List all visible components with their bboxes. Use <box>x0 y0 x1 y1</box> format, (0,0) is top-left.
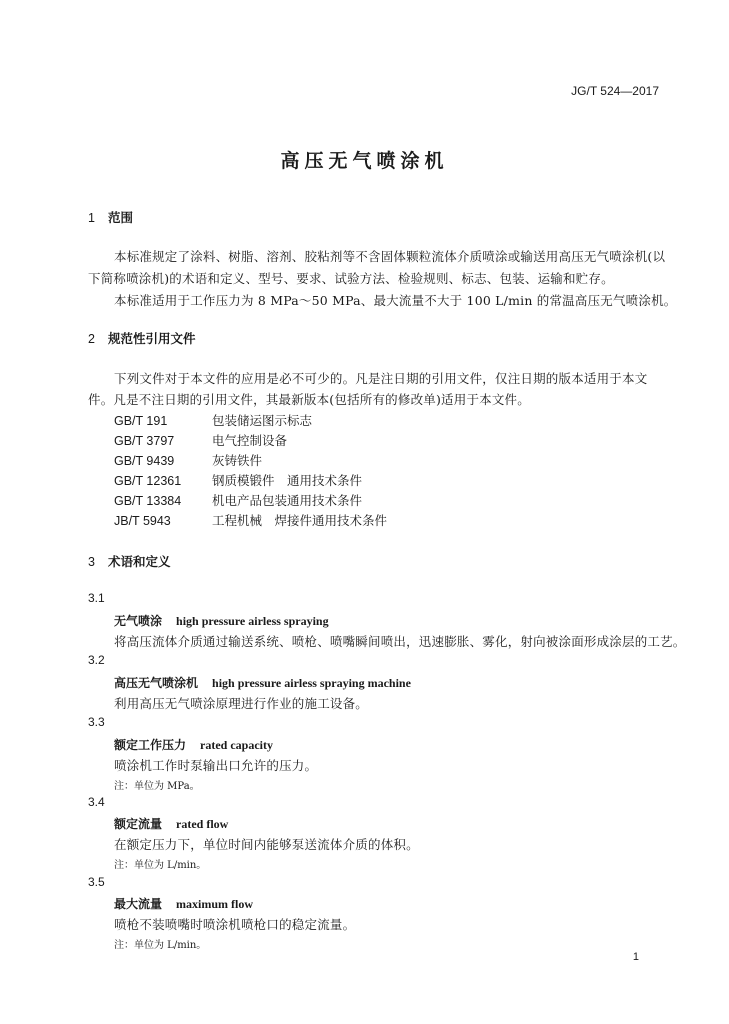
term-heading <box>114 674 411 691</box>
reference-title: 包装储运图示标志 <box>212 413 313 428</box>
section-number: 1 <box>88 211 95 225</box>
term-zh: 额定工作压力 <box>114 738 187 752</box>
reference-title: 机电产品包装通用技术条件 <box>212 493 363 508</box>
reference-code: GB/T 13384 <box>114 494 182 508</box>
term-zh: 最大流量 <box>114 897 163 911</box>
reference-title: 工程机械 焊接件通用技术条件 <box>212 513 388 528</box>
reference-code: GB/T 191 <box>114 414 168 428</box>
term-heading <box>114 612 329 629</box>
paragraph-line: 下列文件对于本文件的应用是必不可少的。凡是注日期的引用文件，仅注日期的版本适用于本文 <box>114 371 648 386</box>
term-en: rated flow <box>176 817 229 831</box>
reference-item <box>114 411 312 429</box>
reference-code: JB/T 5943 <box>114 514 171 528</box>
term-note: 注：单位为 L/min。 <box>114 940 207 951</box>
section-2-heading <box>88 329 196 347</box>
term-en: rated capacity <box>200 738 273 752</box>
reference-title: 钢质模锻件 通用技术条件 <box>212 473 363 488</box>
paragraph-line: 本标准规定了涂料、树脂、溶剂、胶粘剂等不含固体颗粒流体介质喷涂或输送用高压无气喷涂机(以 <box>114 249 666 264</box>
term-en: maximum flow <box>176 897 254 911</box>
page-number: 1 <box>632 951 639 963</box>
reference-item <box>114 471 362 489</box>
reference-title: 电气控制设备 <box>212 433 288 448</box>
reference-code: GB/T 3797 <box>114 434 175 448</box>
section-title: 规范性引用文件 <box>108 331 196 346</box>
document-title: 高压无气喷涂机 <box>280 150 449 172</box>
term-number: 3.1 <box>88 591 105 605</box>
term-definition: 在额定压力下，单位时间内能够泵送流体介质的体积。 <box>114 837 419 852</box>
reference-item <box>114 451 262 469</box>
section-title: 范围 <box>108 210 134 225</box>
term-definition: 喷枪不装喷嘴时喷涂机喷枪口的稳定流量。 <box>114 917 356 932</box>
paragraph-line: 下简称喷涂机)的术语和定义、型号、要求、试验方法、检验规则、标志、包装、运输和贮存。 <box>88 271 614 286</box>
section-number: 2 <box>88 332 95 346</box>
term-number: 3.3 <box>88 715 105 729</box>
term-heading <box>114 895 253 912</box>
term-heading <box>114 736 273 753</box>
term-en: high pressure airless spraying <box>176 614 329 628</box>
term-note: 注：单位为 L/min。 <box>114 860 207 871</box>
reference-title: 灰铸铁件 <box>212 453 263 468</box>
reference-code: GB/T 9439 <box>114 454 175 468</box>
term-zh: 无气喷涂 <box>114 614 163 628</box>
term-heading <box>114 815 228 832</box>
term-definition: 利用高压无气喷涂原理进行作业的施工设备。 <box>114 696 369 711</box>
section-3-heading <box>88 552 171 570</box>
term-zh: 高压无气喷涂机 <box>114 676 199 690</box>
term-number: 3.2 <box>88 653 105 667</box>
paragraph-line: 件。凡是不注日期的引用文件，其最新版本(包括所有的修改单)适用于本文件。 <box>88 392 530 407</box>
reference-code: GB/T 12361 <box>114 474 182 488</box>
term-definition: 喷涂机工作时泵输出口允许的压力。 <box>114 758 318 773</box>
term-number: 3.5 <box>88 875 105 889</box>
section-1-heading <box>88 208 133 226</box>
reference-item <box>114 431 287 449</box>
section-title: 术语和定义 <box>108 554 171 569</box>
term-number: 3.4 <box>88 795 105 809</box>
term-zh: 额定流量 <box>114 817 163 831</box>
reference-item <box>114 491 362 509</box>
term-definition: 将高压流体介质通过输送系统、喷枪、喷嘴瞬间喷出，迅速膨胀、雾化，射向被涂面形成涂层的工艺。 <box>114 634 686 649</box>
reference-item <box>114 511 387 529</box>
term-note: 注：单位为 MPa。 <box>114 781 200 792</box>
paragraph-line: 本标准适用于工作压力为 8 MPa～50 MPa、最大流量不大于 100 L/min 的常温高压无气喷涂机。 <box>114 293 677 308</box>
document-number: JG/T 524—2017 <box>571 84 659 98</box>
term-en: high pressure airless spraying machine <box>212 676 411 690</box>
section-number: 3 <box>88 555 95 569</box>
